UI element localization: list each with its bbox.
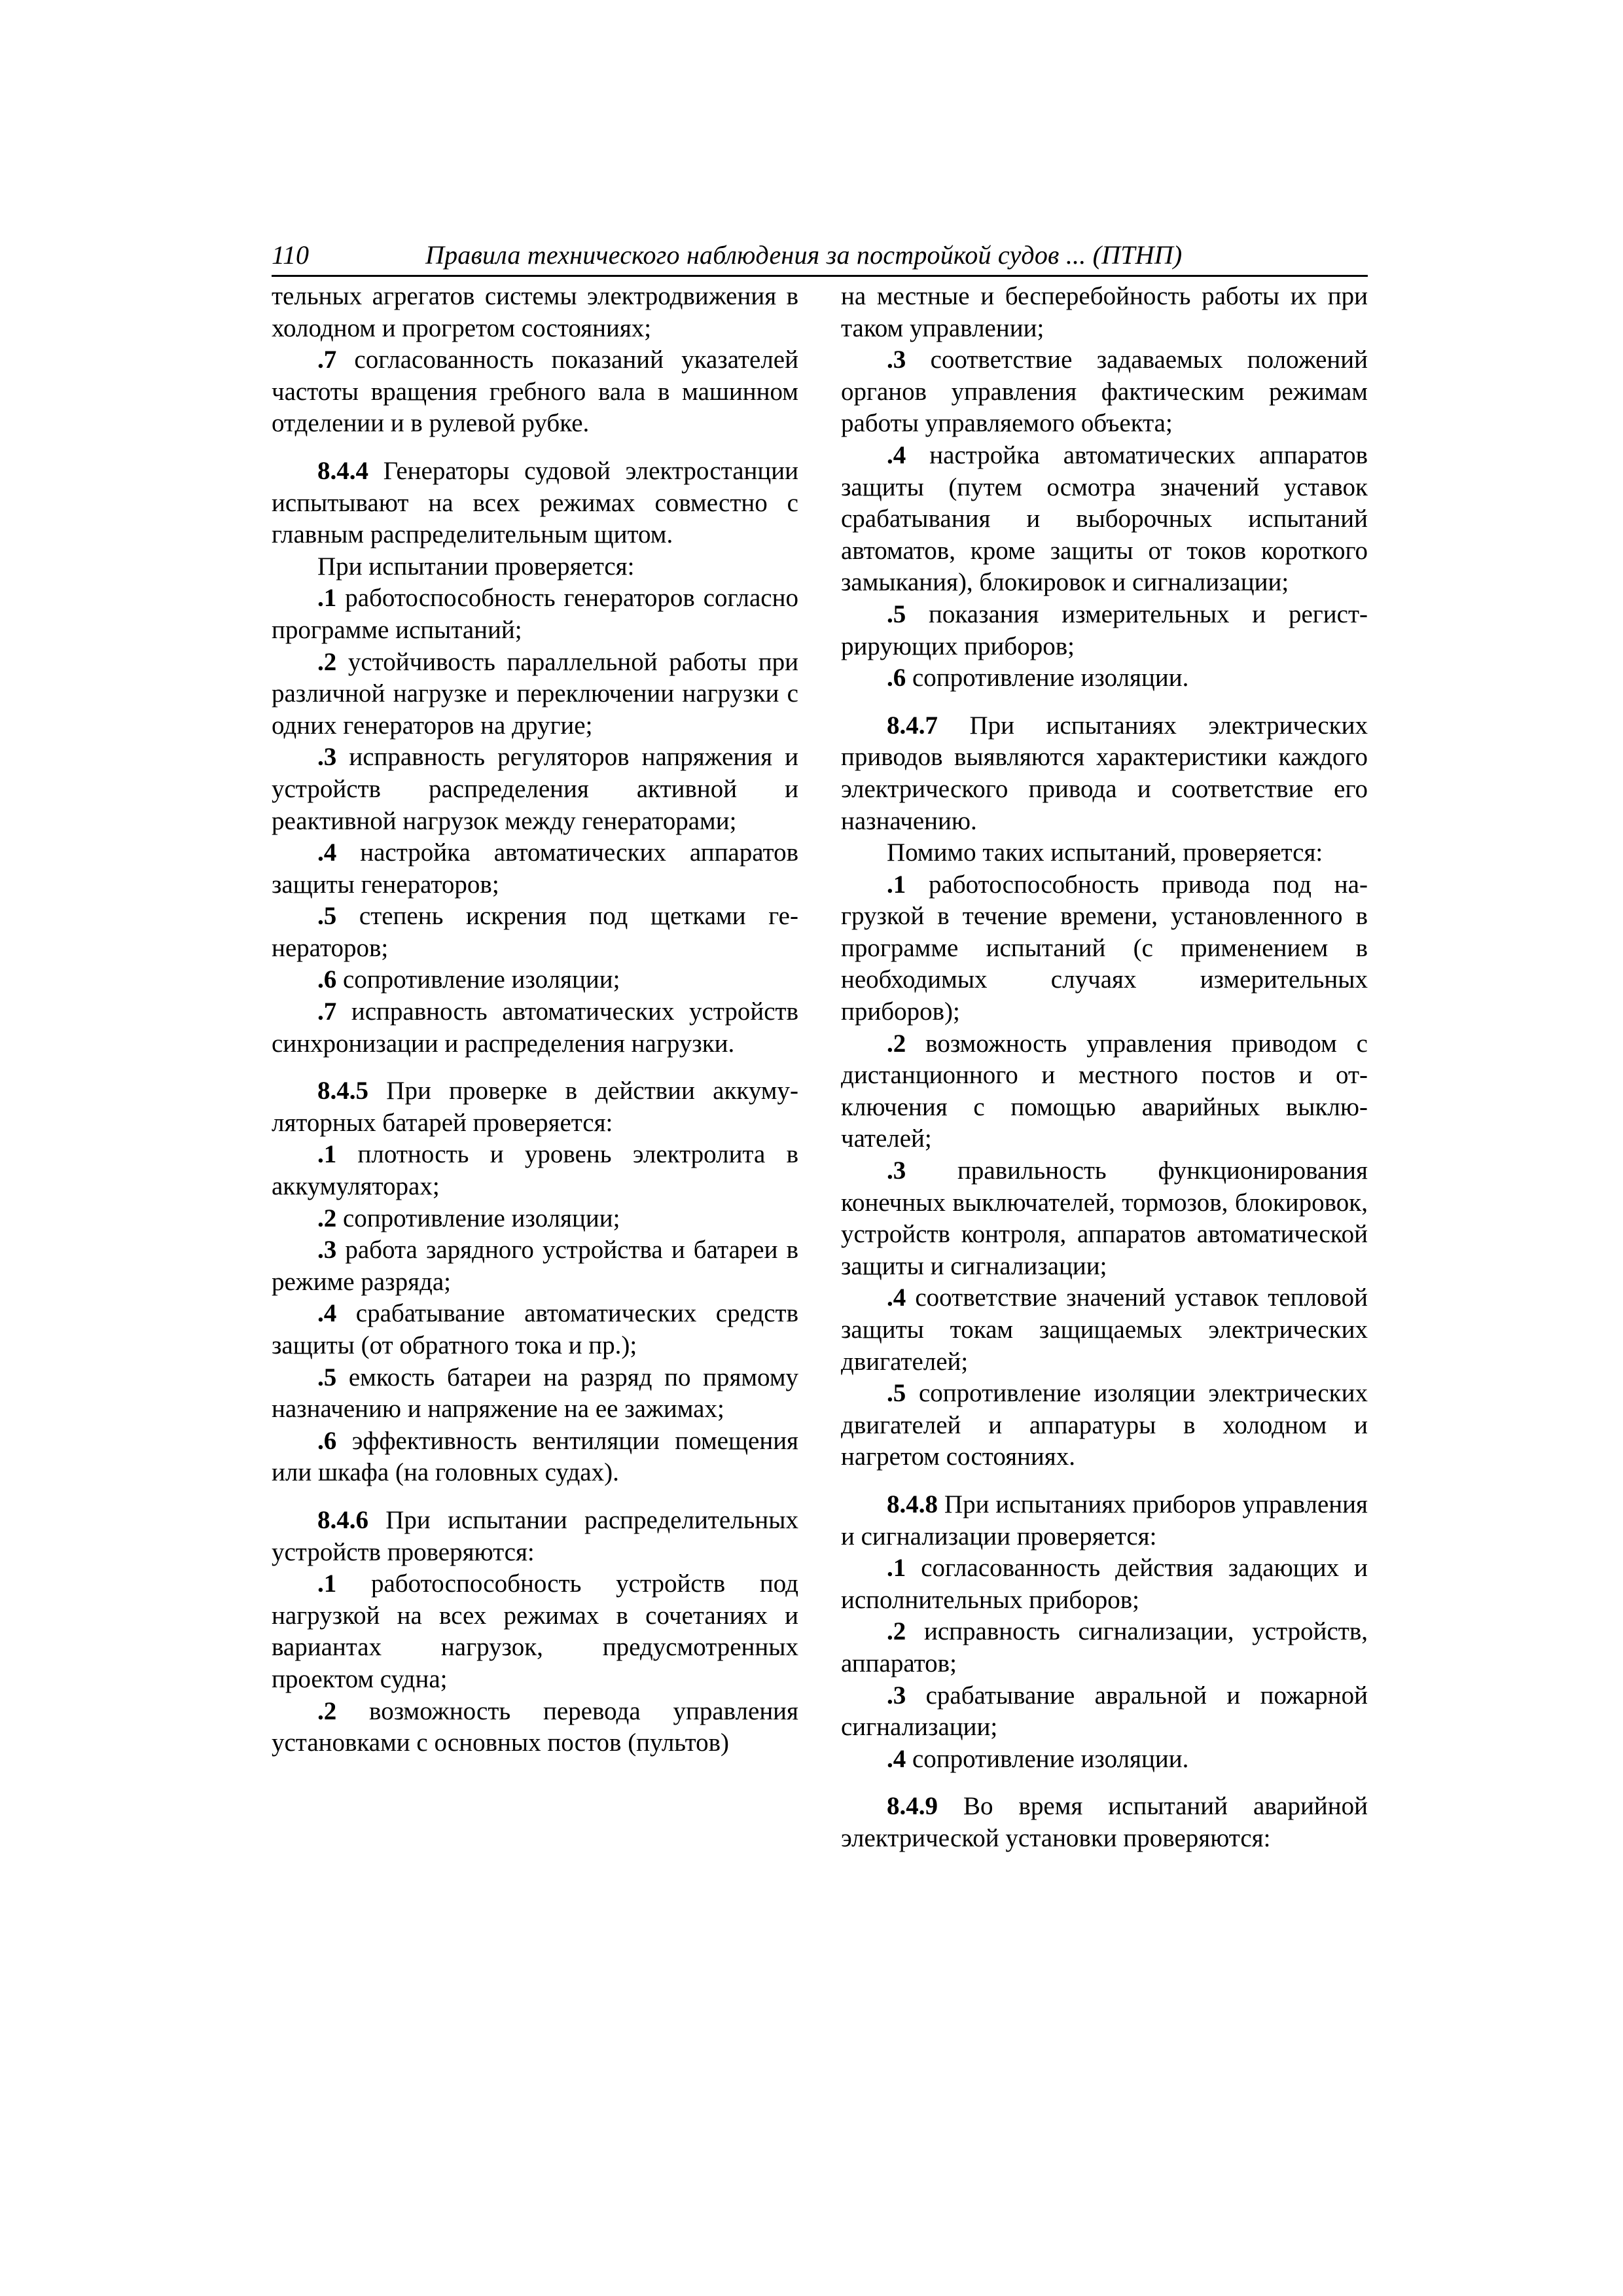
- item-number: .1: [317, 1140, 337, 1169]
- item-text: устойчивость параллельной работы при различной нагрузке и переключении нагрузки с одних генераторов на другие;: [272, 647, 798, 740]
- paragraph: [841, 837, 1368, 869]
- list-item: [841, 1028, 1368, 1155]
- item-number: .4: [317, 1299, 337, 1328]
- list-item: [841, 599, 1368, 662]
- section-paragraph: [841, 710, 1368, 837]
- list-item: [272, 837, 798, 901]
- section-text: Генераторы судовой электростанции испытывают на всех режимах совместно с главным распределительным щитом.: [272, 456, 798, 549]
- item-text: исправность регуляторов напряжения и устройств распределения активной и реактивной нагрузок между генераторами;: [272, 743, 798, 835]
- item-number: .2: [317, 1696, 337, 1725]
- item-number: .4: [317, 838, 337, 867]
- document-page: [272, 236, 1368, 1852]
- list-item: [272, 996, 798, 1060]
- item-text: емкость батареи на разряд по прямому назначению и напряжение на ее зажимах;: [272, 1363, 798, 1424]
- item-number: .3: [317, 1236, 337, 1265]
- section-number: 8.4.8: [887, 1490, 938, 1518]
- item-number: .2: [317, 647, 337, 676]
- section-paragraph: [272, 1505, 798, 1568]
- item-number: .3: [317, 743, 337, 772]
- list-item: [272, 964, 798, 996]
- item-number: .2: [887, 1029, 906, 1058]
- item-text: сопротивление изоляции электрических двигателей и аппаратуры в холодном и нагретом состояниях.: [841, 1379, 1368, 1471]
- paragraph-text: тельных агрегатов системы электродвижения в холодном и прогретом состояниях;: [272, 282, 798, 342]
- running-title: Правила технического наблюдения за постройкой судов ... (ПТНП): [425, 240, 1183, 270]
- list-item: [841, 440, 1368, 599]
- item-text: показания измерительных и регистрирующих приборов;: [841, 600, 1368, 660]
- item-number: .3: [887, 1157, 906, 1185]
- item-number: .7: [317, 997, 337, 1026]
- item-text: исправность сигнализации, устройств, аппаратов;: [841, 1617, 1368, 1677]
- section-text: При проверке в действии аккумуляторных батарей проверяется:: [272, 1077, 798, 1137]
- item-number: .6: [887, 664, 906, 692]
- item-text: эффективность вентиляции помещения или шкафа (на головных судах).: [272, 1426, 798, 1487]
- item-number: .5: [317, 902, 337, 931]
- item-number: .5: [317, 1363, 337, 1391]
- list-item: [272, 344, 798, 440]
- list-item: [841, 1552, 1368, 1616]
- list-item: [272, 742, 798, 837]
- list-item: [841, 1616, 1368, 1679]
- list-item: [272, 1696, 798, 1759]
- item-text: сопротивление изоляции.: [906, 664, 1189, 692]
- list-item: [272, 901, 798, 964]
- item-number: .4: [887, 440, 906, 469]
- section-text: При испытаниях электрических приводов выявляются характеристики каждого электрического привода и соответствие его назначению.: [841, 711, 1368, 835]
- item-text: возможность управления приводом с дистанционного и местного постов и отключения с помощью аварийных выключателей;: [841, 1029, 1368, 1153]
- list-item: [841, 662, 1368, 694]
- list-item: [272, 1568, 798, 1695]
- left-column: [272, 281, 798, 1759]
- item-number: .4: [887, 1744, 906, 1773]
- item-number: .1: [887, 870, 906, 899]
- list-item: [272, 1298, 798, 1361]
- item-text: плотность и уровень электролита в аккумуляторах;: [272, 1140, 798, 1201]
- list-item: [841, 869, 1368, 1028]
- item-text: согласованность действия задающих и исполнительных приборов;: [841, 1554, 1368, 1614]
- item-number: .2: [317, 1204, 337, 1232]
- list-item: [272, 1426, 798, 1489]
- section-number: 8.4.7: [887, 711, 938, 740]
- list-item: [272, 1234, 798, 1298]
- section-text: При испытании распределительных устройств проверяются:: [272, 1505, 798, 1566]
- section-number: 8.4.9: [887, 1792, 938, 1821]
- item-text: соответствие задаваемых положений органов управления фактическим режимам работы управляемого объекта;: [841, 346, 1368, 438]
- item-text: работоспособность устройств под нагрузкой на всех режимах в сочетаниях и вариантах нагрузок, предусмотренных проектом судна;: [272, 1570, 798, 1693]
- item-number: .1: [317, 1570, 337, 1598]
- item-text: настройка автоматических аппаратов защиты генераторов;: [272, 838, 798, 899]
- section-paragraph: [841, 1489, 1368, 1552]
- item-text: степень искрения под щетками генераторов;: [272, 902, 798, 962]
- item-number: .1: [887, 1554, 906, 1583]
- right-column: [841, 281, 1368, 1855]
- section-paragraph: [272, 456, 798, 551]
- list-item: [841, 1155, 1368, 1282]
- running-header: [272, 236, 1368, 277]
- section-number: 8.4.6: [317, 1505, 368, 1534]
- item-text: срабатывание автоматических средств защиты (от обратного тока и пр.);: [272, 1299, 798, 1359]
- paragraph-text: При испытании проверяется:: [317, 552, 635, 581]
- item-number: .3: [887, 346, 906, 374]
- paragraph-text: Помимо таких испытаний, проверяется:: [887, 838, 1323, 867]
- section-number: 8.4.4: [317, 456, 368, 485]
- item-text: согласованность показаний указателей частоты вращения гребного вала в машинном отделении и в рулевой рубке.: [272, 346, 798, 438]
- list-item: [841, 1282, 1368, 1378]
- list-item: [841, 1680, 1368, 1744]
- item-text: срабатывание авральной и пожарной сигнализации;: [841, 1681, 1368, 1742]
- list-item: [272, 1362, 798, 1426]
- list-item: [272, 1139, 798, 1202]
- item-number: .1: [317, 584, 337, 613]
- list-item: [272, 583, 798, 646]
- list-item: [272, 1203, 798, 1235]
- page-number: 110: [272, 240, 310, 270]
- paragraph: [841, 281, 1368, 344]
- item-text: сопротивление изоляции;: [336, 1204, 620, 1232]
- item-number: .6: [317, 1426, 337, 1455]
- item-number: .4: [887, 1283, 906, 1312]
- list-item: [841, 344, 1368, 440]
- section-paragraph: [841, 1791, 1368, 1854]
- item-text: работоспособность генераторов согласно программе испытаний;: [272, 584, 798, 644]
- item-text: возможность перевода управления установками с основных постов (пультов): [272, 1696, 798, 1757]
- item-text: настройка автоматических аппаратов защиты (путем осмотра значений уставок срабатывания и выборочных испытаний автоматов, кроме защиты от токов короткого замыкания), блокировок и сигнализации;: [841, 440, 1368, 597]
- paragraph: [272, 281, 798, 344]
- item-text: сопротивление изоляции.: [906, 1744, 1189, 1773]
- list-item: [272, 647, 798, 742]
- item-text: исправность автоматических устройств синхронизации и распределения нагрузки.: [272, 997, 798, 1058]
- section-number: 8.4.5: [317, 1077, 368, 1105]
- item-number: .2: [887, 1617, 906, 1646]
- paragraph: [272, 551, 798, 583]
- item-number: .3: [887, 1681, 906, 1710]
- item-text: соответствие значений уставок тепловой защиты токам защищаемых электрических двигателей;: [841, 1283, 1368, 1376]
- list-item: [841, 1378, 1368, 1473]
- paragraph-text: на местные и бесперебойность работы их при таком управлении;: [841, 282, 1368, 342]
- item-text: работоспособность привода под нагрузкой в течение времени, установленного в программе испытаний (с применением в необходимых случаях измерительных приборов);: [841, 870, 1368, 1026]
- section-text: При испытаниях приборов управления и сигнализации проверяется:: [841, 1490, 1368, 1551]
- item-text: сопротивление изоляции;: [336, 965, 620, 994]
- section-text: Во время испытаний аварийной электрической установки проверяются:: [841, 1792, 1368, 1852]
- item-number: .5: [887, 1379, 906, 1408]
- item-text: работа зарядного устройства и батареи в режиме разряда;: [272, 1236, 798, 1296]
- list-item: [841, 1744, 1368, 1776]
- item-number: .5: [887, 600, 906, 628]
- item-text: правильность функционирования конечных выключателей, тормозов, блокировок, устройств контроля, аппаратов автоматической защиты и сигнализации;: [841, 1157, 1368, 1280]
- section-paragraph: [272, 1075, 798, 1139]
- item-number: .6: [317, 965, 337, 994]
- item-number: .7: [317, 346, 337, 374]
